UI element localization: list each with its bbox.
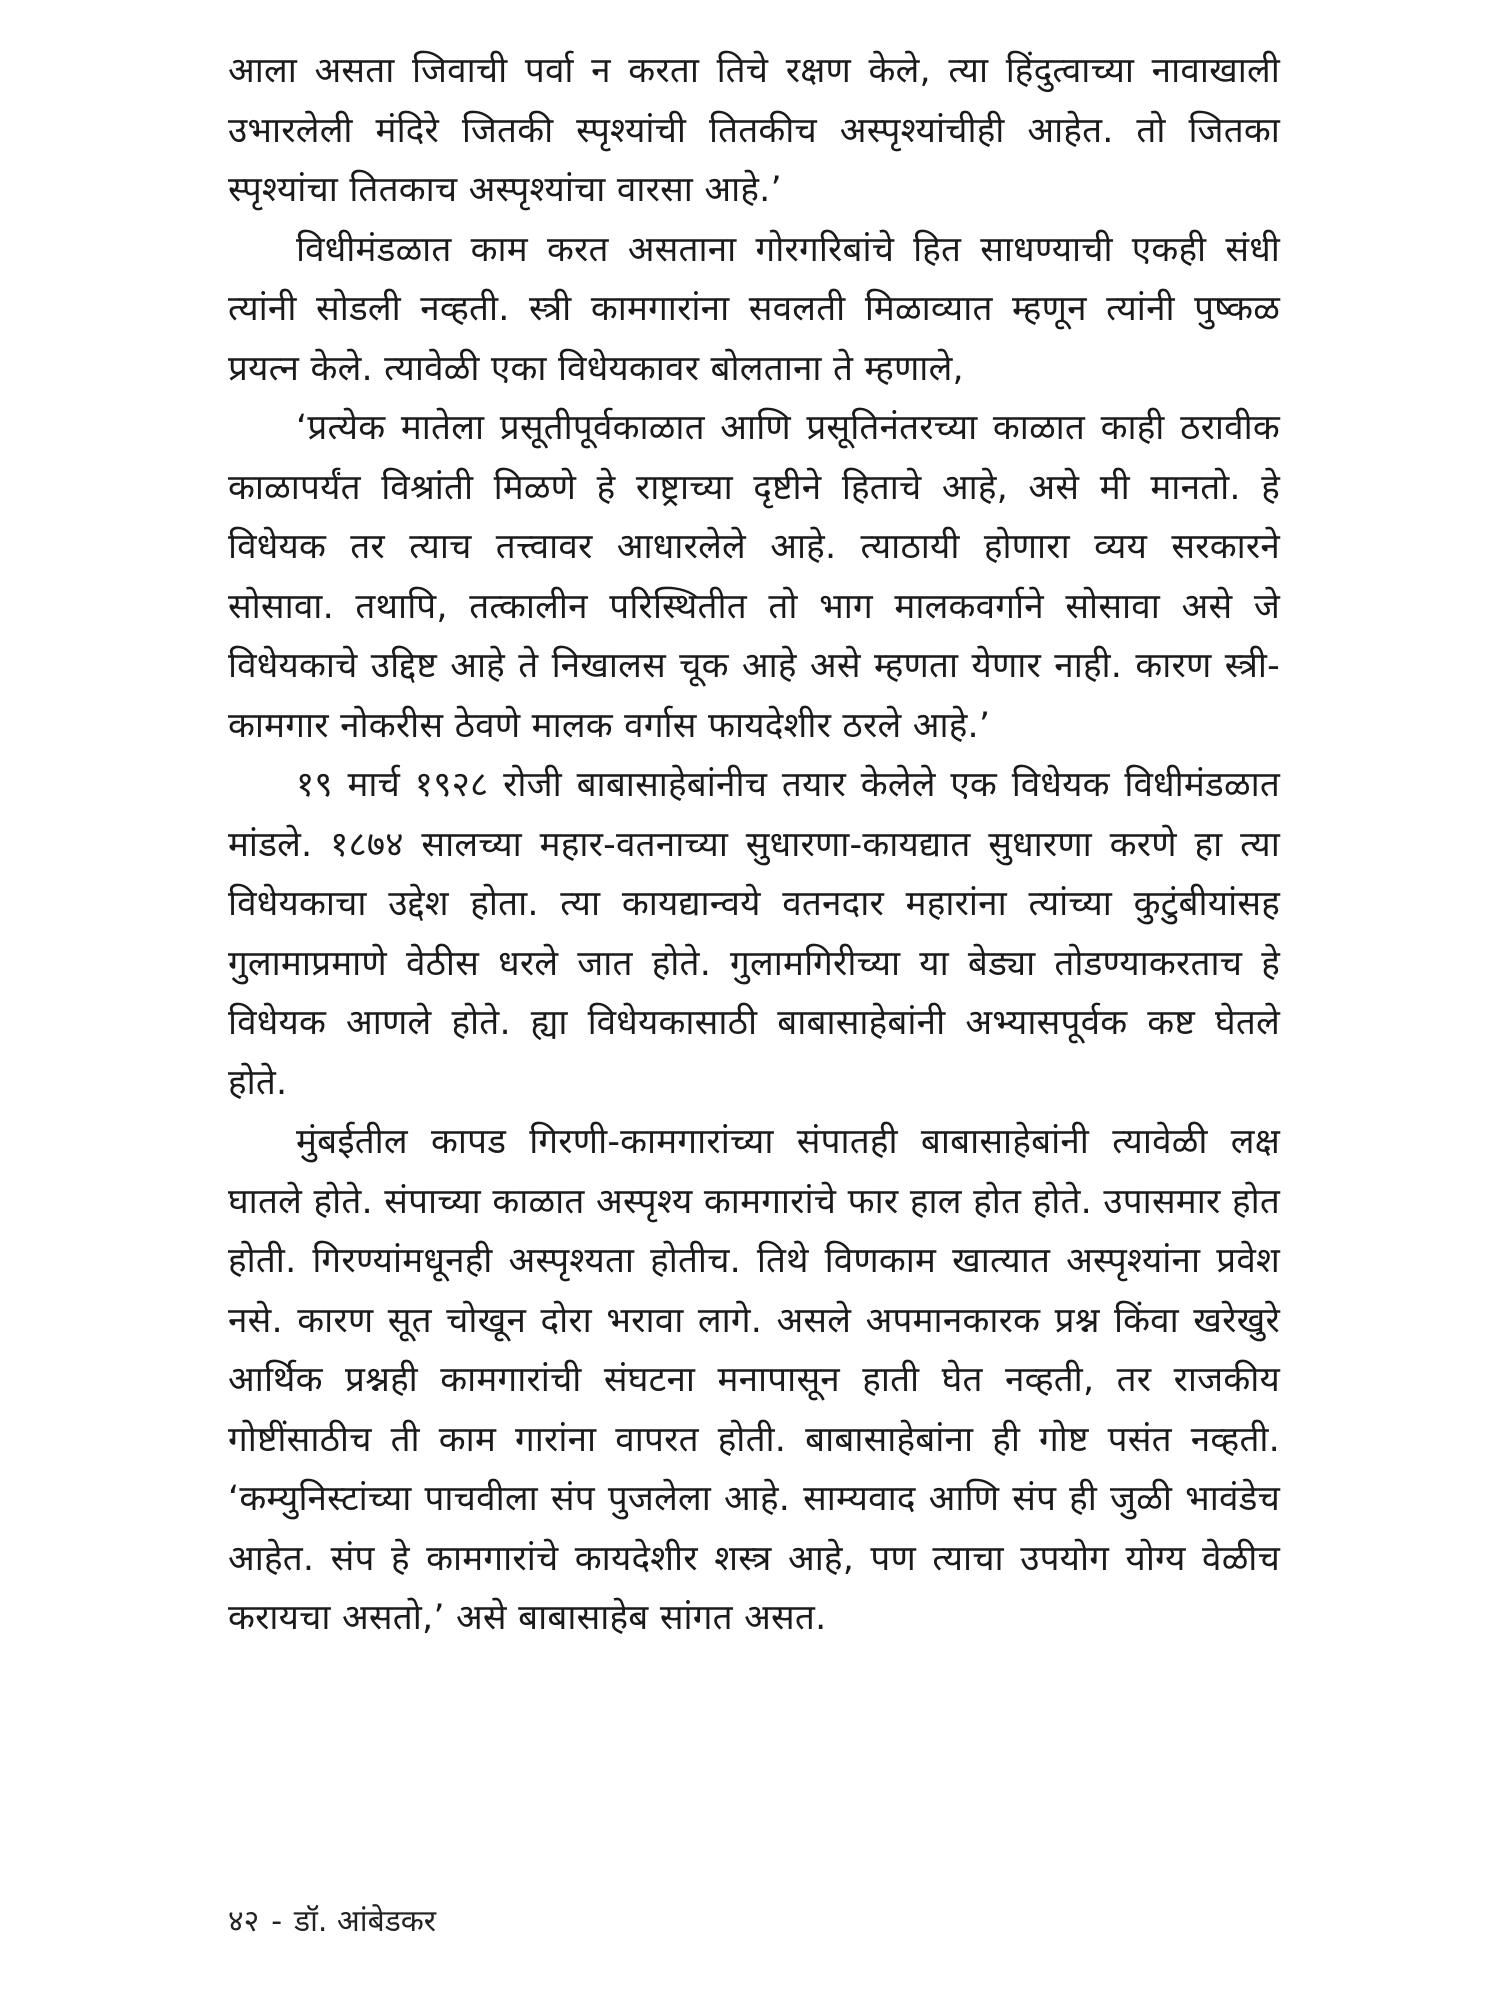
page-number: ४२ [228, 1904, 260, 1939]
paragraph-4: १९ मार्च १९२८ रोजी बाबासाहेबांनीच तयार केलेले एक विधेयक विधीमंडळात मांडले. १८७४ सालच्या महार-वतनाच्या सुधारणा-कायद्यात सुधारणा करणे हा त्या विधेयकाचा उद्देश होता. त्या कायद्यान्वये वतनदार महारांना त्यांच्या कुटुंबीयांसह गुलामाप्रमाणे वेठीस धरले जात होते. गुलामगिरीच्या या बेड्या तोडण्याकरताच हे विधेयक आणले होते. ह्या विधेयकासाठी बाबासाहेबांनी अभ्यासपूर्वक कष्ट घेतले होते. [228, 765, 1280, 1103]
paragraph-5: मुंबईतील कापड गिरणी-कामगारांच्या संपातही बाबासाहेबांनी त्यावेळी लक्ष घातले होते. संपाच्या काळात अस्पृश्य कामगारांचे फार हाल होत होते. उपासमार होत होती. गिरण्यांमधूनही अस्पृश्यता होतीच. तिथे विणकाम खात्यात अस्पृश्यांना प्रवेश नसे. कारण सूत चोखून दोरा भरावा लागे. असले अपमानकारक प्रश्न किंवा खरेखुरे आर्थिक प्रश्नही कामगारांची संघटना मनापासून हाती घेत नव्हती, तर राजकीय गोष्टींसाठीच ती काम गारांना वापरत होती. बाबासाहेबांना ही गोष्ट पसंत नव्हती. ‘कम्युनिस्टांच्या पाचवीला संप पुजलेला आहे. साम्यवाद आणि संप ही जुळी भावंडेच आहेत. संप हे कामगारांचे कायदेशीर शस्त्र आहे, पण त्याचा उपयोग योग्य वेळीच करायचा असतो,’ असे बाबासाहेब सांगत असत. [228, 1122, 1280, 1638]
paragraph-2: विधीमंडळात काम करत असताना गोरगरिबांचे हित साधण्याची एकही संधी त्यांनी सोडली नव्हती. स्त्री कामगारांना सवलती मिळाव्यात म्हणून त्यांनी पुष्कळ प्रयत्न केले. त्यावेळी एका विधेयकावर बोलताना ते म्हणाले, [228, 229, 1280, 389]
paragraph-1: आला असता जिवाची पर्वा न करता तिचे रक्षण केले, त्या हिंदुत्वाच्या नावाखाली उभारलेली मंदिरे जितकी स्पृश्यांची तितकीच अस्पृश्यांचीही आहेत. तो जितका स्पृश्यांचा तितकाच अस्पृश्यांचा वारसा आहे.’ [228, 51, 1280, 210]
page-footer [228, 1902, 436, 1942]
book-title: डॉ. आंबेडकर [294, 1904, 437, 1939]
footer-separator: - [271, 1904, 283, 1939]
paragraph-3-quote: ‘प्रत्येक मातेला प्रसूतीपूर्वकाळात आणि प्रसूतिनंतरच्या काळात काही ठरावीक काळापर्यंत विश्रांती मिळणे हे राष्ट्राच्या दृष्टीने हिताचे आहे, असे मी मानतो. हे विधेयक तर त्याच तत्त्वावर आधारलेले आहे. त्याठायी होणारा व्यय सरकारने सोसावा. तथापि, तत्कालीन परिस्थितीत तो भाग मालकवर्गाने सोसावा असे जे विधेयकाचे उद्दिष्ट आहे ते निखालस चूक आहे असे म्हणता येणार नाही. कारण स्त्री-कामगार नोकरीस ठेवणे मालक वर्गास फायदेशीर ठरले आहे.’ [228, 408, 1280, 746]
page-body [228, 42, 1280, 1649]
